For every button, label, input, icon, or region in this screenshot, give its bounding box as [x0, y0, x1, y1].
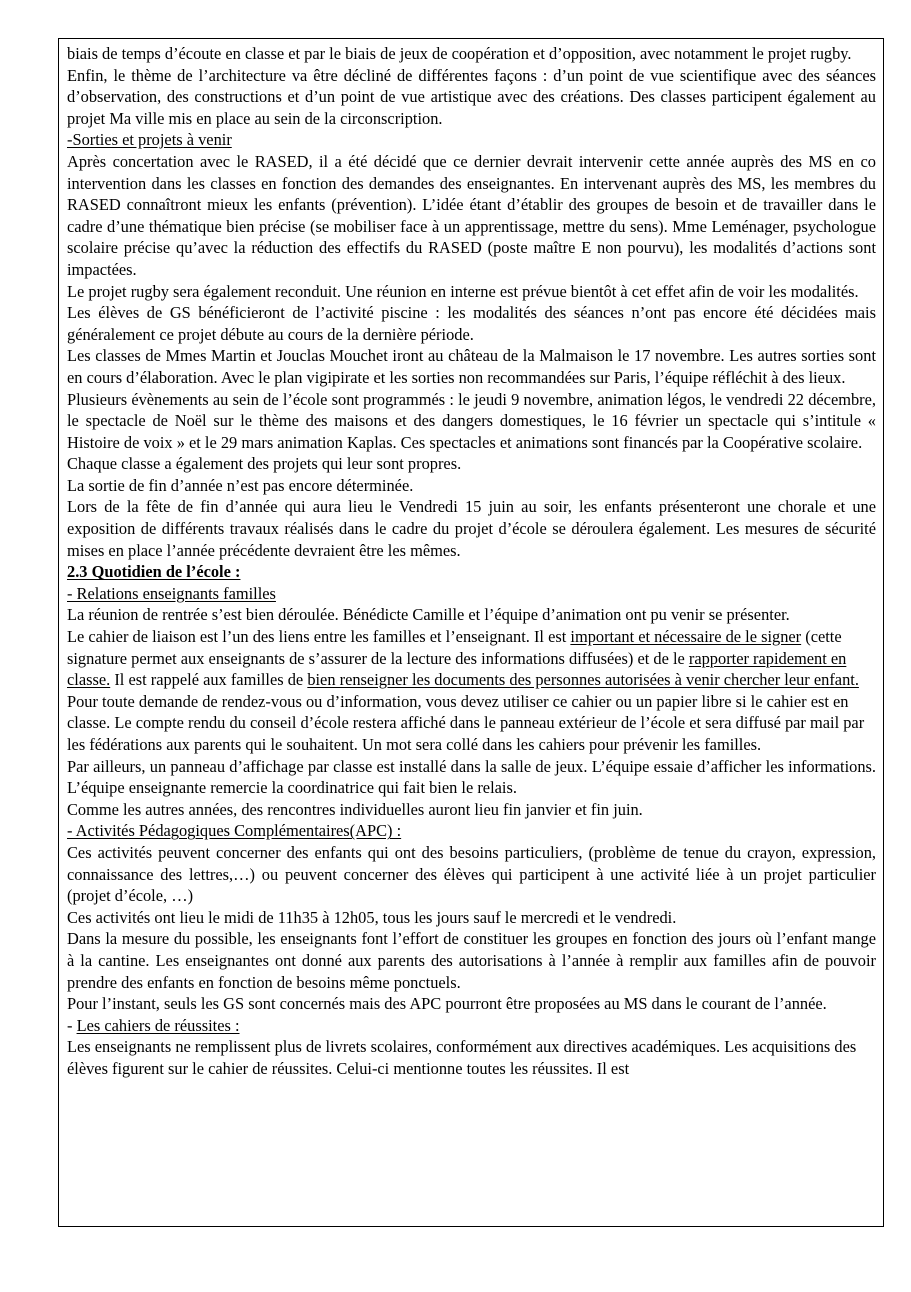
paragraph-rencontres-individuelles: Comme les autres années, des rencontres individuelles auront lieu fin janvier et fin juin.	[67, 799, 643, 819]
heading-apc-label: - Activités Pédagogiques Complémentaires(APC) :	[67, 821, 402, 841]
heading-quotidien-label: 2.3 Quotidien de l’école :	[67, 562, 241, 582]
cahier-text-part-2: (cette signature permet aux enseignants de s’assurer de la lecture des informations diffusées) et de le	[67, 627, 842, 668]
paragraph-rased: Après concertation avec le RASED, il a été décidé que ce dernier devrait intervenir cette année auprès des MS en co intervention dans les classes en fonction des demandes des enseignantes. En intervenant auprès des MS, les membres du RASED connaîtront mieux les enfants (prévention). L’idée étant d’établir des groupes de besoin et de travailler dans le cadre d’une thématique bien précise (se mobiliser face à un apprentissage, mettre du sens). Mme Leménager, psychologue scolaire précise qu’avec la réduction des effectifs du RASED (poste maître E non pourvu), les modalités d’actions sont impactées.	[67, 151, 876, 279]
paragraph-theme-architecture: Enfin, le thème de l’architecture va être décliné de différentes façons : d’un point de vue scientifique avec des séances d’observation, des constructions et d’un point de vue artistique avec des créations. Des classes participent également au projet Ma ville mis en place au sein de la circonscription.	[67, 65, 876, 128]
paragraph-cahier-de-liaison	[67, 626, 876, 756]
cahier-text-part-1: Le cahier de liaison est l’un des liens entre les familles et l’enseignant. Il est	[67, 627, 571, 647]
emphasis-signer-cahier: important et nécessaire de le signer	[570, 627, 802, 647]
paragraph-fete-fin-annee: Lors de la fête de fin d’année qui aura lieu le Vendredi 15 juin au soir, les enfants présenteront une chorale et une exposition de différents travaux réalisés dans le cadre du projet d’école se déroulera également. Les mesures de sécurité mises en place l’année précédente devraient être les mêmes.	[67, 497, 876, 560]
emphasis-rapporter-en-classe: rapporter rapidement en classe.	[67, 648, 847, 690]
page-text-frame	[58, 38, 884, 1227]
paragraph-evenements-ecole: Plusieurs évènements au sein de l’école sont programmés : le jeudi 9 novembre, animation légos, le vendredi 22 décembre, le spectacle de Noël sur le thème des maisons et des dangers domestiques, le 16 février un spectacle qui s’intitule « Histoire de voix » et le 29 mars animation Kaplas. Ces spectacles et animations sont financés par la Coopérative scolaire.	[67, 389, 876, 452]
paragraph-apc-gs-ms: Pour l’instant, seuls les GS sont concernés mais des APC pourront être proposées au MS dans le courant de l’année.	[67, 994, 827, 1014]
heading-cahiers-label: Les cahiers de réussites :	[76, 1015, 240, 1035]
heading-sorties-label: -Sorties et projets à venir	[67, 130, 232, 150]
paragraph-sortie-fin-annee: La sortie de fin d’année n’est pas encore déterminée.	[67, 475, 414, 495]
heading-quotidien-ecole	[67, 561, 876, 583]
paragraph-projets-classe: Chaque classe a également des projets qui leur sont propres.	[67, 454, 462, 474]
paragraph-sortie-malmaison: Les classes de Mmes Martin et Jouclas Mouchet iront au château de la Malmaison le 17 novembre. Les autres sorties sont en cours d’élaboration. Avec le plan vigipirate et les sorties non recommandées sur Paris, l’équipe réfléchit à des lieux.	[67, 346, 876, 387]
paragraph-apc-description: Ces activités peuvent concerner des enfants qui ont des besoins particuliers, (problème de tenue du crayon, expression, connaissance des lettres,…) ou peuvent concerner des élèves qui participent à une activité liée à un projet particulier (projet d’école, …)	[67, 842, 876, 906]
emphasis-documents-personnes-autorisees: bien renseigner les documents des personnes autorisées à venir chercher leur enfant.	[307, 670, 859, 690]
paragraph-reunion-rentree: La réunion de rentrée s’est bien déroulée. Bénédicte Camille et l’équipe d’animation ont pu venir se présenter.	[67, 605, 790, 625]
heading-sorties-projets-a-venir	[67, 129, 876, 151]
paragraph-apc-organisation: Dans la mesure du possible, les enseignants font l’effort de constituer les groupes en fonction des jours où l’enfant mange à la cantine. Les enseignantes ont donné aux parents des autorisations à l’année à remplir aux familles afin de pouvoir prendre des enfants en fonction de besoins même ponctuels.	[67, 929, 876, 992]
paragraph-apc-horaires: Ces activités ont lieu le midi de 11h35 à 12h05, tous les jours sauf le mercredi et le vendredi.	[67, 907, 677, 927]
heading-relations-label: - Relations enseignants familles	[67, 583, 276, 603]
paragraph-projet-rugby: Le projet rugby sera également reconduit. Une réunion en interne est prévue bientôt à cet effet afin de voir les modalités.	[67, 281, 859, 301]
heading-cahiers-prefix: -	[67, 1015, 77, 1035]
heading-relations-enseignants-familles	[67, 583, 876, 605]
paragraph-biais-temps-ecoute: biais de temps d’écoute en classe et par le biais de jeux de coopération et d’opposition, avec notamment le projet rugby.	[67, 44, 852, 63]
heading-cahiers-de-reussites	[67, 1015, 876, 1037]
paragraph-cahier-reussites-description: Les enseignants ne remplissent plus de livrets scolaires, conformément aux directives académiques. Les acquisitions des élèves figurent sur le cahier de réussites. Celui-ci mentionne toutes les réussites. Il est	[67, 1037, 857, 1078]
paragraph-activite-piscine: Les élèves de GS bénéficieront de l’activité piscine : les modalités des séances n’ont pas encore été décidées mais généralement ce projet débute au cours de la dernière période.	[67, 303, 876, 344]
cahier-text-part-3: Il est rappelé aux familles de	[110, 670, 308, 690]
paragraph-panneau-affichage: Par ailleurs, un panneau d’affichage par classe est installé dans la salle de jeux. L’équipe essaie d’afficher les informations. L’équipe enseignante remercie la coordinatrice qui fait bien le relais.	[67, 756, 876, 798]
heading-activites-pedagogiques-complementaires	[67, 820, 876, 842]
cahier-text-part-4: Pour toute demande de rendez-vous ou d’information, vous devez utiliser ce cahier ou un papier libre si le cahier est en classe. Le compte rendu du conseil d’école restera affiché dans le panneau extérieur de l’école et sera diffusé par mail par les fédérations aux parents qui le souhaitent. Un mot sera collé dans les cahiers pour prévenir les familles.	[67, 691, 865, 754]
